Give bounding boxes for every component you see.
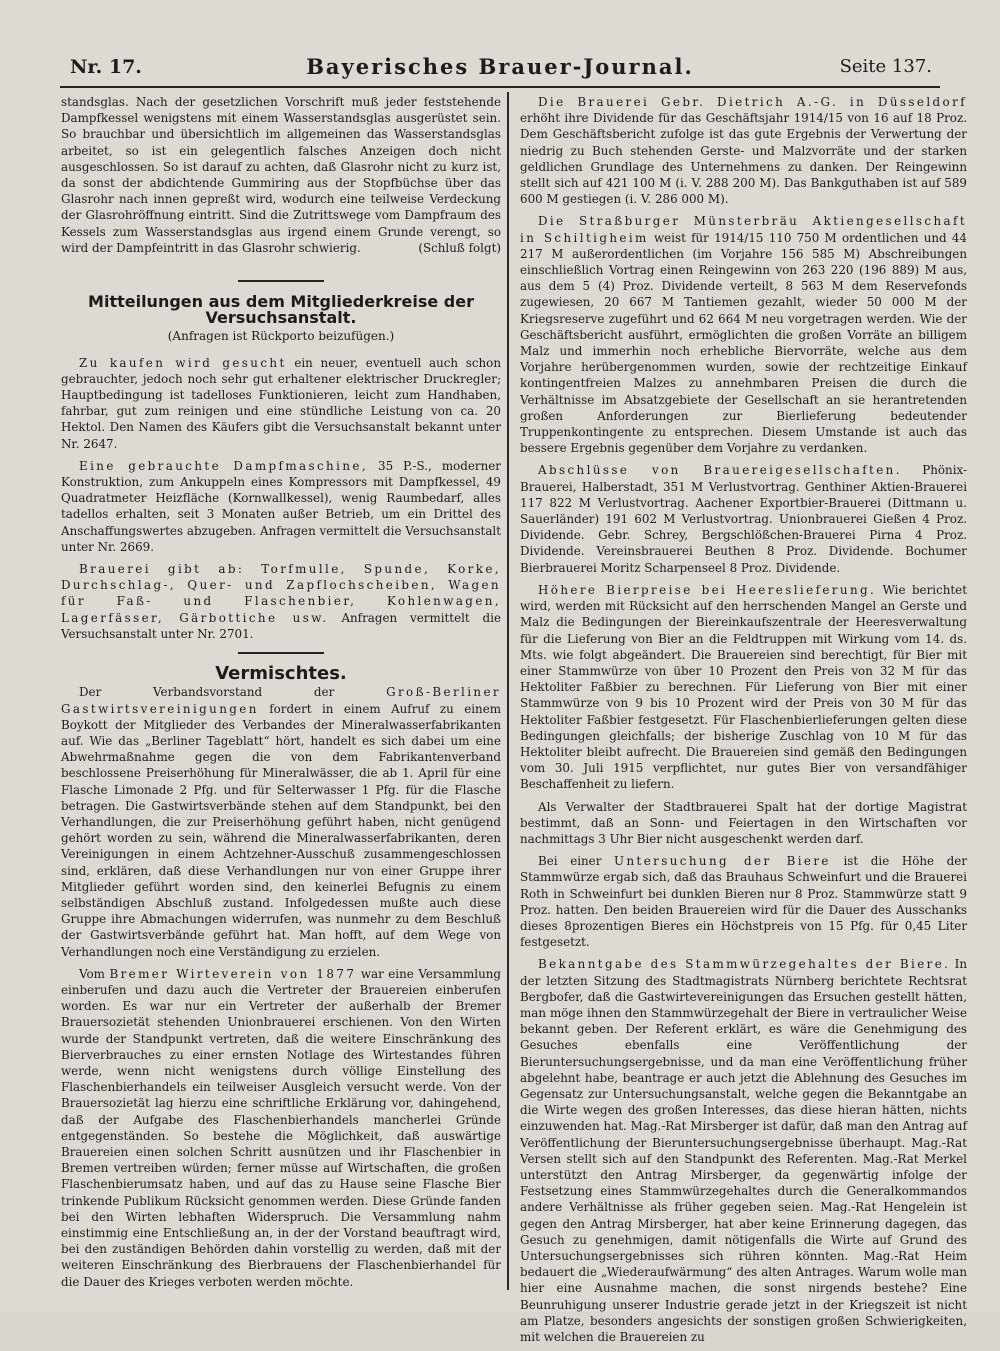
notice-lead: Zu kaufen wird gesucht	[79, 355, 287, 370]
article-bremer-wirteverein	[61, 966, 501, 1290]
article-dietrich	[520, 94, 967, 207]
article-lead: Bremer Wirteverein von 1877	[109, 966, 357, 981]
article-bierpreise	[520, 582, 967, 793]
section-title-mitteilungen: Mitteilungen aus dem Mitgliederkreise der Versuchsanstalt.	[88, 292, 474, 328]
article-lead: Untersuchung der Biere	[614, 854, 831, 869]
issue-number: Nr. 17.	[70, 56, 142, 78]
notice-brauerei-gibt-ab	[61, 561, 501, 642]
spacer	[61, 262, 501, 270]
article-spalt	[520, 799, 967, 848]
article-lead: Die Straßburger Münsterbräu Aktiengesellschaft in Schiltigheim	[520, 214, 967, 245]
article-lead: Höhere Bierpreise bei Heereslieferung.	[538, 582, 877, 597]
article-text: war eine Versammlung einberufen und dazu auch die Vertreter der Brauereien einberufen worden. Es war nur ein Vertreter der außerhalb der Bremer Brauersozietät stehenden Unionbrauerei erschienen. Von den Wirten wurde der Standpunkt vertreten, daß die weitere Einschränkung des Bierverbrauches zu einer ernsten Notlage des Wirtestandes führen werde, wenn nicht wenigstens durch völlige Einstellung des Flaschenbierhandels ein teilweiser Ausgleich versucht werde. Von der Brauersozietät lag hierzu eine schriftliche Erklärung vor, dahingehend, daß der Aufgabe des Flaschenbierhandels mancherlei Gründe entgegenständen. So bestehe die Möglichkeit, daß auswärtige Brauereien einen solchen Schritt ausnützen und ihr Flaschenbier in Bremen vertreiben würden; ferner müsse auf Wirtschaften, die großen Flaschenbierumsatz haben, und auf das zu Hause seine Flasche Bier trinkende Publikum Rücksicht genommen werden. Diese Gründe fanden bei den Wirten lebhaften Widerspruch. Die Versammlung nahm einstimmig eine Entschließung an, in der der Vorstand beauftragt wird, bei den zuständigen Behörden dahin vorstellig zu werden, daß mit der weiteren Einschränkung des Bierbrauens der Flaschenbierhandel für die Dauer des Krieges verboten werden möchte.	[61, 966, 502, 1289]
article-lead: Groß-Berliner Gastwirtsvereinigungen	[61, 685, 502, 716]
article-intro: Der Verbandsvorstand der	[79, 685, 335, 700]
article-text: Wie berichtet wird, werden mit Rücksicht auf den herrschenden Mangel an Gerste und Malz die Bedingungen der Biereinkaufszentrale der Heeresverwaltung für die Lieferung von Bier an die Feldtruppen mit Wirkung vom 14. ds. Mts. wie folgt abgeändert. Die Brauereien sind berechtigt, für Bier mit einer Stammwürze von über 10 Prozent den Preis von 32 M für das Hektoliter Faßbier zu berechnen. Für Lieferung von Bier mit einer Stammwürze von 9 bis 10 Prozent wird der Preis von 30 M für das Hektoliter Faßbier festgesetzt. Für Flaschenbierlieferungen gelten diese Bedingungen gleichfalls; der bisherige Zuschlag von 10 M für das Hektoliter bleibt aufrecht. Die Brauereien sind gemäß den Bedingungen vom 30. Juli 1915 verpflichtet, nur gutes Bier von versandfähiger Beschaffenheit zu liefern.	[520, 582, 967, 792]
page-header	[60, 52, 940, 88]
column-divider	[507, 92, 509, 1290]
article-muensterbraeu	[520, 213, 967, 456]
article-abschluesse	[520, 462, 967, 575]
section-subtitle: (Anfragen ist Rückporto beizufügen.)	[167, 329, 395, 344]
article-intro: Vom	[79, 966, 105, 981]
notice-lead: Eine gebrauchte Dampfmaschine,	[79, 458, 368, 473]
article-lead: Abschlüsse von Brauereigesellschaften.	[538, 463, 902, 478]
left-column	[61, 94, 501, 1296]
notice-druckregler	[61, 355, 501, 452]
article-untersuchung	[520, 853, 967, 950]
right-column	[520, 94, 967, 1351]
section-rule	[238, 652, 324, 654]
notice-text: Anfragen vermittelt die Versuchsanstalt unter Nr. 2701.	[61, 610, 502, 641]
page-number: Seite 137.	[839, 56, 932, 77]
notice-lead: Brauerei gibt ab: Torfmulle, Spunde, Korke, Durchschlag-, Quer- und Zapflochscheiben, Wagen für Faß- und Flaschenbier, Kohlenwagen, Lagerfässer, Gärbottiche usw.	[61, 562, 501, 625]
notice-text: ein neuer, eventuell auch schon gebrauchter, jedoch noch sehr gut erhaltener elektrischer Druckregler; Hauptbedingung ist tadelloses Funktionieren, leicht zum Handhaben, fahrbar, gut zum reinigen und eine stündliche Leistung von ca. 20 Hektol. Den Namen des Käufers gibt die Versuchsanstalt bekannt unter Nr. 2647.	[61, 355, 502, 451]
article-text: erhöht ihre Dividende für das Geschäftsjahr 1914/15 von 16 auf 18 Proz. Dem Geschäftsbericht zufolge ist das gute Ergebnis der Verwertung der niedrig zu Buch stehenden Gerste- und Malzvorräte und der starken geldlichen Grundlage des Unternehmens zu danken. Der Reingewinn stellt sich auf 421 100 M (i. V. 288 200 M). Das Bankguthaben ist auf 589 600 M gestiegen (i. V. 286 000 M).	[520, 111, 967, 207]
notice-dampfmaschine	[61, 458, 501, 555]
article-intro: Bei einer	[538, 854, 602, 869]
article-stammwuerze	[520, 956, 967, 1345]
article-text: ist die Höhe der Stammwürze ergab sich, daß das Brauhaus Schweinfurt und die Brauerei Roth in Schweinfurt bei dunklen Bieren nur 8 Proz. Stammwürze statt 9 Proz. hatten. Den beiden Brauereien wird für die Dauer des Ausschanks dieses 8prozentigen Bieres ein Höchstpreis von 15 Pfg. für 0,45 Liter festgesetzt.	[520, 854, 968, 950]
continuation-note: (Schluß folgt)	[418, 240, 501, 255]
article-berliner-gastwirte	[61, 684, 501, 959]
section-title-vermischtes: Vermischtes.	[215, 663, 347, 685]
article-continuation	[61, 94, 501, 256]
notice-text: 35 P.-S., moderner Konstruktion, zum Ankuppeln eines Kompressors mit Dampfkessel, 49 Quadratmeter Heizfläche (Kornwallkessel), wenig Raumbedarf, alles tadellos erhalten, seit 3 Monaten außer Betrieb, um ein Drittel des Anschaffungswertes abzugeben. Anfragen vermittelt die Versuchsanstalt unter Nr. 2669.	[61, 458, 501, 554]
journal-title: Bayerisches Brauer-Journal.	[306, 54, 694, 79]
continuation-text: standsglas. Nach der gesetzlichen Vorschrift muß jeder feststehende Dampfkessel wenigstens mit einem Wasserstandsglas ausgerüstet sein. So brauchbar und übersichtlich im allgemeinen das Wasserstandsglas arbeitet, so ist ein gelegentlich falsches Anzeigen doch nicht ausgeschlossen. So ist darauf zu achten, daß Glasrohr nicht zu kurz ist, da sonst der abdichtende Gummiring aus der Stopfbüchse über das Glasrohr nach innen gepreßt wird, wodurch eine teilweise Verdeckung der Glasrohröffnung eintritt. Sind die Zutrittswege vom Dampfraum des Kessels zum Wasserstandsglas aus irgend einem Grunde verengt, so wird der Dampfeintritt in das Glasrohr schwierig.	[61, 95, 501, 255]
article-text: weist für 1914/15 110 750 M ordentlichen und 44 217 M außerordentlichen (im Vorjahre 156 585 M) Abschreibungen einschließlich Vortrag einen Reingewinn von 263 220 (196 889) M aus, aus dem 5 (4) Proz. Dividende verteilt, 8 563 M dem Reservefonds zugewiesen, 20 667 M Tantiemen gezahlt, wieder 50 000 M der Kriegsreserve zugeführt und 62 664 M neu vorgetragen werden. Wie der Geschäftsbericht ausführt, ermöglichten die großen Vorräte an billigem Malz und immerhin noch erhebliche Biervorräte, welche aus dem Vorjahre herübergenommen wurden, sowie der rechtzeitige Einkauf kontingentfreien Malzes zu annehmbaren Preisen die durch die Verhältnisse im Absatzgebiete der Gesellschaft an sie herantretenden großen Anforderungen zur Bierlieferung bedeutender Truppenkontingente zu entsprechen. Diesem Umstande ist auch das bessere Ergebnis gegenüber dem Vorjahre zu verdanken.	[520, 230, 968, 456]
article-text: Als Verwalter der Stadtbrauerei Spalt hat der dortige Magistrat bestimmt, daß an Sonn- und Feiertagen in den Wirtschaften vor nachmittags 3 Uhr Bier nicht ausgeschenkt werden darf.	[520, 799, 967, 846]
article-lead: Bekanntgabe des Stammwürzegehaltes der Biere.	[538, 957, 951, 972]
article-text: Phönix-Brauerei, Halberstadt, 351 M Verlustvortrag. Genthiner Aktien-Brauerei 117 822 M Verlustvortrag. Aachener Exportbier-Brauerei (Dittmann u. Sauerländer) 191 602 M Verlustvortrag. Unionbrauerei Gießen 4 Proz. Dividende. Gebr. Schrey, Bergschlößchen-Brauerei Pirna 4 Proz. Dividende. Vereinsbrauerei Beuthen 8 Proz. Dividende. Bochumer Bierbrauerei Moritz Scharpenseel 8 Proz. Dividende.	[520, 463, 968, 575]
article-lead: Die Brauerei Gebr. Dietrich A.-G. in Düsseldorf	[538, 95, 967, 109]
article-text: In der letzten Sitzung des Stadtmagistrats Nürnberg berichtete Rechtsrat Bergbofer, daß die Gastwirtevereinigungen das Ersuchen gestellt hätten, man möge ihnen den Stammwürzegehalt der Biere in vertraulicher Weise bekannt geben. Der Referent erklärt, es wäre die Genehmigung des Gesuches ebenfalls eine Veröffentlichung der Bieruntersuchungsergebnisse, und da man eine Veröffentlichung früher abgelehnt habe, beantrage er auch jetzt die Ablehnung des Gesuches im Gegensatz zur Untersuchungsanstalt, welche gegen die Bekanntgabe an die Wirte wegen des großen Interesses, das diese hieran hätten, nichts einzuwenden hat. Mag.-Rat Mirsberger ist dafür, daß man den Antrag auf Veröffentlichung der Bieruntersuchungsergebnisse überhaupt. Mag.-Rat Versen stellt sich auf den Standpunkt des Referenten. Mag.-Rat Merkel unterstützt den Antrag Mirsberger, da gegenwärtig infolge der Festsetzung eines Stammwürzegehaltes durch die Generalkommandos andere Verhältnisse als früher gegeben seien. Mag.-Rat Hengelein ist gegen den Antrag Mirsberger, hat aber keine Erinnerung dagegen, das Gesuch zu genehmigen, damit nötigenfalls die Wirte auf Grund des Untersuchungsergebnisses sich rühren könnten. Mag.-Rat Heim bedauert die „Wiederaufwärmung“ des alten Antrages. Warum wolle man hier eine Ausnahme machen, die sonst nirgends bestehe? Eine Beunruhigung unserer Industrie gerade jetzt in der Kriegszeit ist nicht am Platze, besonders angesichts der sonstigen großen Schwierigkeiten, mit welchen die Brauereien zu	[520, 957, 967, 1345]
article-text: fordert in einem Aufruf zu einem Boykott der Mitglieder des Verbandes der Mineralwasserfabrikanten auf. Wie das „Berliner Tageblatt“ hört, handelt es sich dabei um eine Abwehrmaßnahme gegen die von dem Fabrikantenverband beschlossene Preiserhöhung für Mineralwässer, die ab 1. April für eine Flasche Limonade 2 Pfg. und für Selterwasser 1 Pfg. für die Flasche betragen. Die Gastwirtsverbände stehen auf dem Standpunkt, bei den Verhandlungen, die zur Preiserhöhung geführt haben, nicht genügend gehört worden zu sein, während die Mineralwasserfabrikanten, deren Vereinigungen in einem Achtzehner-Ausschuß zusammengeschlossen sind, erklären, daß diese Verhandlungen nur von einer Gruppe ihrer Mitglieder geführt worden sind, den keinerlei Befugnis zu einem selbständigen Abschluß zustand. Infolgedessen mußte auch diese Gruppe ihre Abmachungen widerrufen, was nunmehr zu dem Beschluß der Gastwirtsverbände geführt hat. Man hofft, auf dem Wege von Verhandlungen noch eine Verständigung zu erzielen.	[61, 701, 502, 959]
section-rule	[238, 280, 324, 282]
